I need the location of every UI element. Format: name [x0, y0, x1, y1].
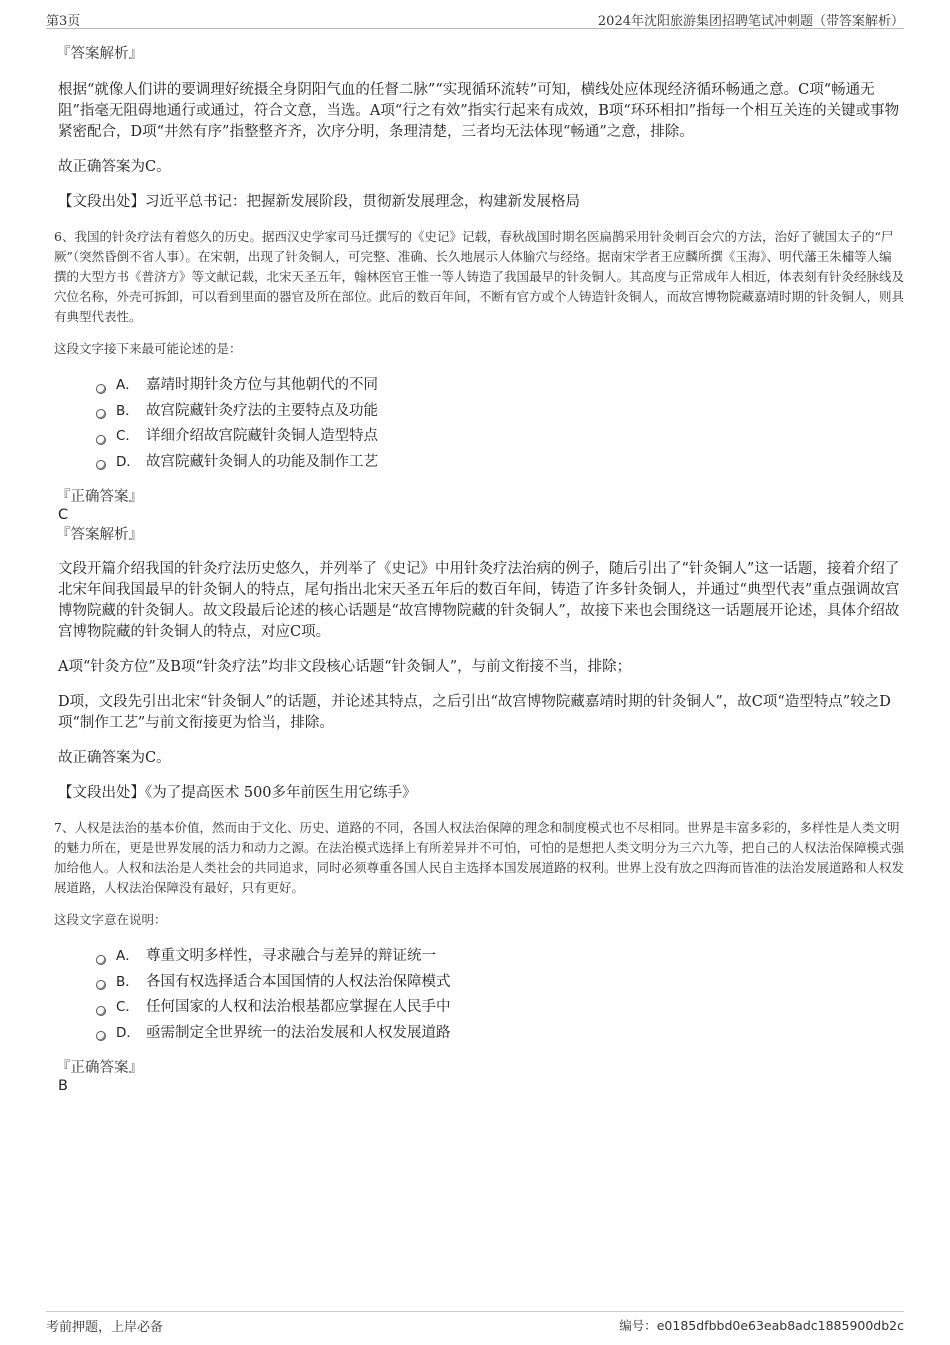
- radio-icon[interactable]: [96, 1006, 106, 1016]
- analysis-label: 『答案解析』: [56, 527, 143, 543]
- question-7-text: 7、人权是法治的基本价值，然而由于文化、历史、道路的不同，各国人权法治保障的理念和制度模式也不尽相同。世界是丰富多彩的，多样性是人类文明的魅力所在，更是世界发展的活力和动力之源。在法治模式选择上有所差异并不可怕，可怕的是想把人类文明分为三六九等，把自己的人权法治保障模式强加给他人。人权和法治是人类社会的共同追求，同时必须尊重各国人民自主选择本国发展道路的权利。世界上没有放之四海而皆准的法治发展道路和人权发展道路，人权法治保障没有最好，只有更好。: [54, 820, 905, 895]
- radio-icon[interactable]: [96, 955, 106, 965]
- footer-slogan: 考前押题，上岸必备: [46, 1320, 164, 1335]
- document-id: 编号：e0185dfbbd0e63eab8adc1885900db2c: [619, 1318, 904, 1333]
- analysis-paragraph: A项“针灸方位”及B项“针灸疗法”均非文段核心话题“针灸铜人”，与前文衔接不当，排除；: [58, 659, 632, 675]
- radio-icon[interactable]: [96, 435, 106, 445]
- answer-label: 『正确答案』: [56, 1060, 143, 1076]
- analysis-paragraph: 根据“就像人们讲的要调理好统摄全身阴阳气血的任督二脉”“实现循环流转”可知，横线处应体现经济循环畅通之意。C项“畅通无阻”指毫无阻碍地通行或通过，符合文意，当选。A项“行之有效”指实行起来有成效，B项“环环相扣”指每一个相互关连的关键或事物紧密配合，D项“井然有序”指整整齐齐，次序分明，条理清楚，三者均无法体现“畅通”之意，排除。: [58, 82, 900, 140]
- question-6-text: 6、我国的针灸疗法有着悠久的历史。据西汉史学家司马迁撰写的《史记》记载，春秋战国时期名医扁鹊采用针灸刺百会穴的方法，治好了虢国太子的“尸厥”（突然昏倒不省人事）。在宋朝，出现了针灸铜人，可完整、准确、长久地展示人体腧穴与经络。据南宋学者王应麟所撰《玉海》、明代藩王朱橚等人编撰的大型方书《普济方》等文献记载，北宋天圣五年，翰林医官王惟一等人铸造了我国最早的针灸铜人。其高度与正常成年人相近，体表刻有针灸经脉线及穴位名称，外壳可拆卸，可以看到里面的器官及所在部位。此后的数百年间，不断有官方或个人铸造针灸铜人，而故宫博物院藏嘉靖时期的针灸铜人，则具有典型代表性。: [54, 229, 905, 324]
- page-header: [46, 10, 904, 29]
- radio-icon[interactable]: [96, 1031, 106, 1041]
- radio-icon[interactable]: [96, 980, 106, 990]
- analysis-paragraph: D项，文段先引出北宋“针灸铜人”的话题，并论述其特点，之后引出“故宫博物院藏嘉靖时期的针灸铜人”，故C项“造型特点”较之D项“制作工艺”与前文衔接更为恰当，排除。: [58, 694, 891, 731]
- correct-answer: B: [58, 1078, 68, 1094]
- document-title: 2024年沈阳旅游集团招聘笔试冲刺题（带答案解析）: [597, 14, 904, 29]
- option-a[interactable]: A． 尊重文明多样性，寻求融合与差异的辩证统一: [96, 944, 904, 970]
- option-d[interactable]: D． 亟需制定全世界统一的法治发展和人权发展道路: [96, 1021, 904, 1047]
- page-number: 第3页: [46, 14, 81, 29]
- option-d[interactable]: D． 故宫院藏针灸铜人的功能及制作工艺: [96, 450, 904, 476]
- question-7-options: [96, 944, 904, 1046]
- page-footer: [46, 1311, 904, 1335]
- conclusion: 故正确答案为C。: [58, 750, 171, 766]
- document-content: [56, 44, 904, 1096]
- option-b[interactable]: B． 故宫院藏针灸疗法的主要特点及功能: [96, 399, 904, 425]
- conclusion: 故正确答案为C。: [58, 159, 171, 175]
- option-a[interactable]: A． 嘉靖时期针灸方位与其他朝代的不同: [96, 373, 904, 399]
- question-6-prompt: 这段文字接下来最可能论述的是：: [54, 341, 242, 356]
- source-citation: 【文段出处】《为了提高医术 500多年前医生用它练手》: [58, 785, 417, 801]
- source-citation: 【文段出处】习近平总书记：把握新发展阶段，贯彻新发展理念，构建新发展格局: [58, 194, 580, 210]
- question-7-prompt: 这段文字意在说明：: [54, 912, 167, 927]
- correct-answer: C: [58, 507, 69, 523]
- radio-icon[interactable]: [96, 409, 106, 419]
- option-c[interactable]: C． 任何国家的人权和法治根基都应掌握在人民手中: [96, 995, 904, 1021]
- radio-icon[interactable]: [96, 460, 106, 470]
- answer-label: 『正确答案』: [56, 489, 143, 505]
- analysis-paragraph: 文段开篇介绍我国的针灸疗法历史悠久，并列举了《史记》中用针灸疗法治病的例子，随后引出了“针灸铜人”这一话题，接着介绍了北宋年间我国最早的针灸铜人的特点，尾句指出北宋天圣五年后的数百年间，铸造了许多针灸铜人，并通过“典型代表”重点强调故宫博物院藏的针灸铜人。故文段最后论述的核心话题是“故宫博物院藏的针灸铜人”，故接下来也会围绕这一话题展开论述，具体介绍故宫博物院藏的针灸铜人的特点，对应C项。: [58, 561, 900, 640]
- option-b[interactable]: B． 各国有权选择适合本国国情的人权法治保障模式: [96, 970, 904, 996]
- question-6-options: [96, 373, 904, 475]
- analysis-label: 『答案解析』: [56, 46, 143, 62]
- option-c[interactable]: C． 详细介绍故宫院藏针灸铜人造型特点: [96, 424, 904, 450]
- radio-icon[interactable]: [96, 384, 106, 394]
